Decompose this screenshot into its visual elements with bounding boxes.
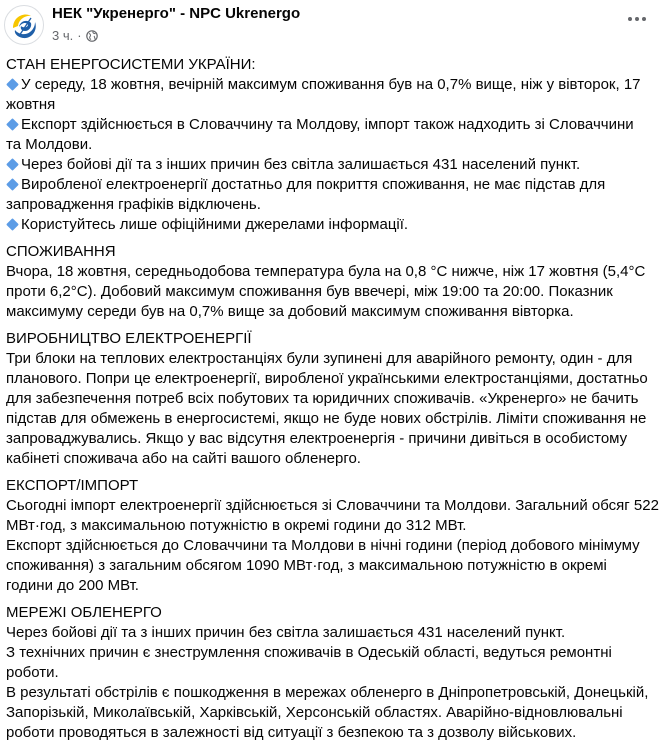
line-text: МВт·год, з максимальною потужністю в окремі години до 312 МВт. <box>6 517 467 534</box>
line-text: запроваджувались. Якщо у вас відсутня електроенергія - причини дивіться в особистому <box>6 430 628 447</box>
text-line <box>6 643 656 663</box>
post-timestamp[interactable]: 3 ч. <box>52 28 74 43</box>
text-line <box>6 723 656 743</box>
globe-icon <box>86 30 98 42</box>
small-blue-diamond-icon <box>6 218 19 231</box>
text-line <box>6 215 656 235</box>
line-text: роботи. <box>6 664 59 681</box>
page-name-link[interactable]: НЕК "Укренерго" - NPC Ukrenergo <box>52 5 301 22</box>
text-line <box>6 155 656 175</box>
text-line <box>6 175 656 195</box>
more-options-button[interactable] <box>626 8 648 30</box>
line-text: Експорт здійснюється в Словаччину та Молдову, імпорт також надходить зі Словаччини <box>21 116 634 133</box>
line-text: Виробленої електроенергії достатньо для покриття споживання, не має підстав для <box>21 176 606 193</box>
text-line <box>6 282 656 302</box>
meta-separator: · <box>77 28 82 43</box>
line-text: планового. Попри це електроенергії, виробленої українськими електростанціями, достатньо <box>6 370 648 387</box>
line-text: Експорт здійснюється до Словаччини та Молдови в нічні години (період добового мінімуму <box>6 537 640 554</box>
text-line <box>6 135 656 155</box>
line-text: У середу, 18 жовтня, вечірній максимум споживання був на 0,7% вище, ніж у вівторок, 17 <box>21 76 641 93</box>
small-blue-diamond-icon <box>6 78 19 91</box>
line-text: години до 200 МВт. <box>6 577 139 594</box>
section-heading: СТАН ЕНЕРГОСИСТЕМИ УКРАЇНИ: <box>6 56 256 73</box>
line-text: Три блоки на теплових електростанціях були зупинені для аварійного ремонту, один - для <box>6 350 633 367</box>
text-line <box>6 536 656 556</box>
line-text: та Молдови. <box>6 136 93 153</box>
text-line <box>6 115 656 135</box>
text-line <box>6 369 656 389</box>
line-text: Через бойові дії та з інших причин без світла залишається 431 населений пункт. <box>6 624 566 641</box>
text-line <box>6 409 656 429</box>
section-heading: ВИРОБНИЦТВО ЕЛЕКТРОЕНЕРГІЇ <box>6 330 252 347</box>
post-header <box>0 0 662 54</box>
section-heading: ЕКСПОРТ/ІМПОРТ <box>6 477 139 494</box>
line-text: В результаті обстрілів є пошкодження в мережах обленерго в Дніпропетровській, Донецькій, <box>6 684 649 701</box>
text-line <box>6 262 656 282</box>
line-text: Через бойові дії та з інших причин без світла залишається 431 населений пункт. <box>21 156 581 173</box>
line-text: максимуму середи був на 0,7% вище за добовий максимум споживання вівторка. <box>6 303 574 320</box>
line-text: Користуйтесь лише офіційними джерелами інформації. <box>21 216 409 233</box>
small-blue-diamond-icon <box>6 118 19 131</box>
text-line <box>6 623 656 643</box>
line-text: роботи проводяться в залежності від ситуації з безпекою та з дозволу військових. <box>6 724 577 741</box>
line-text: Запорізькій, Миколаївській, Харківській, Херсонській областях. Аварійно-відновлювальні <box>6 704 623 721</box>
text-line <box>6 195 656 215</box>
line-text: проти 6,2°C). Добовий максимум споживання був ввечері, між 19:00 та 20:00. Показник <box>6 283 613 300</box>
line-text: З технічних причин є знеструмлення споживачів в Одеській області, ведуться ремонтні <box>6 644 612 661</box>
line-text: Вчора, 18 жовтня, середньодобова температура була на 0,8 °C нижче, ніж 17 жовтня (5,4°C <box>6 263 646 280</box>
text-line <box>6 429 656 449</box>
more-options-icon <box>627 16 647 22</box>
text-line <box>6 349 656 369</box>
line-text: жовтня <box>6 96 56 113</box>
text-line <box>6 449 656 469</box>
line-text: запровадження графіків відключень. <box>6 196 261 213</box>
ukrenergo-logo-icon <box>5 6 44 45</box>
text-line <box>6 576 656 596</box>
text-line <box>6 516 656 536</box>
line-text: підстав для обмежень в енергосистемі, якщо не буде нових обстрілів. Ліміти споживання не <box>6 410 647 427</box>
post-meta <box>52 28 98 43</box>
text-line <box>6 389 656 409</box>
text-line <box>6 75 656 95</box>
text-line <box>6 496 659 516</box>
text-line <box>6 95 656 115</box>
line-text: Сьогодні імпорт електроенергії здійснюється зі Словаччини та Молдови. Загальний обсяг 522 <box>6 497 659 514</box>
text-line <box>6 663 656 683</box>
line-text: кабінеті споживача або на сайті вашого обленерго. <box>6 450 361 467</box>
text-line <box>6 683 656 703</box>
small-blue-diamond-icon <box>6 158 19 171</box>
post-text <box>6 55 659 743</box>
line-text: споживання) з загальним обсягом 1090 МВт·год, з максимальною потужністю в окремі <box>6 557 607 574</box>
text-line <box>6 556 656 576</box>
text-line <box>6 703 656 723</box>
section-heading: МЕРЕЖІ ОБЛЕНЕРГО <box>6 604 162 621</box>
small-blue-diamond-icon <box>6 178 19 191</box>
page-avatar[interactable] <box>4 5 44 45</box>
text-line <box>6 302 656 322</box>
section-heading: СПОЖИВАННЯ <box>6 243 116 260</box>
line-text: для забезпечення потреб всіх побутових та юридичних споживачів. «Укренерго» не бачить <box>6 390 639 407</box>
